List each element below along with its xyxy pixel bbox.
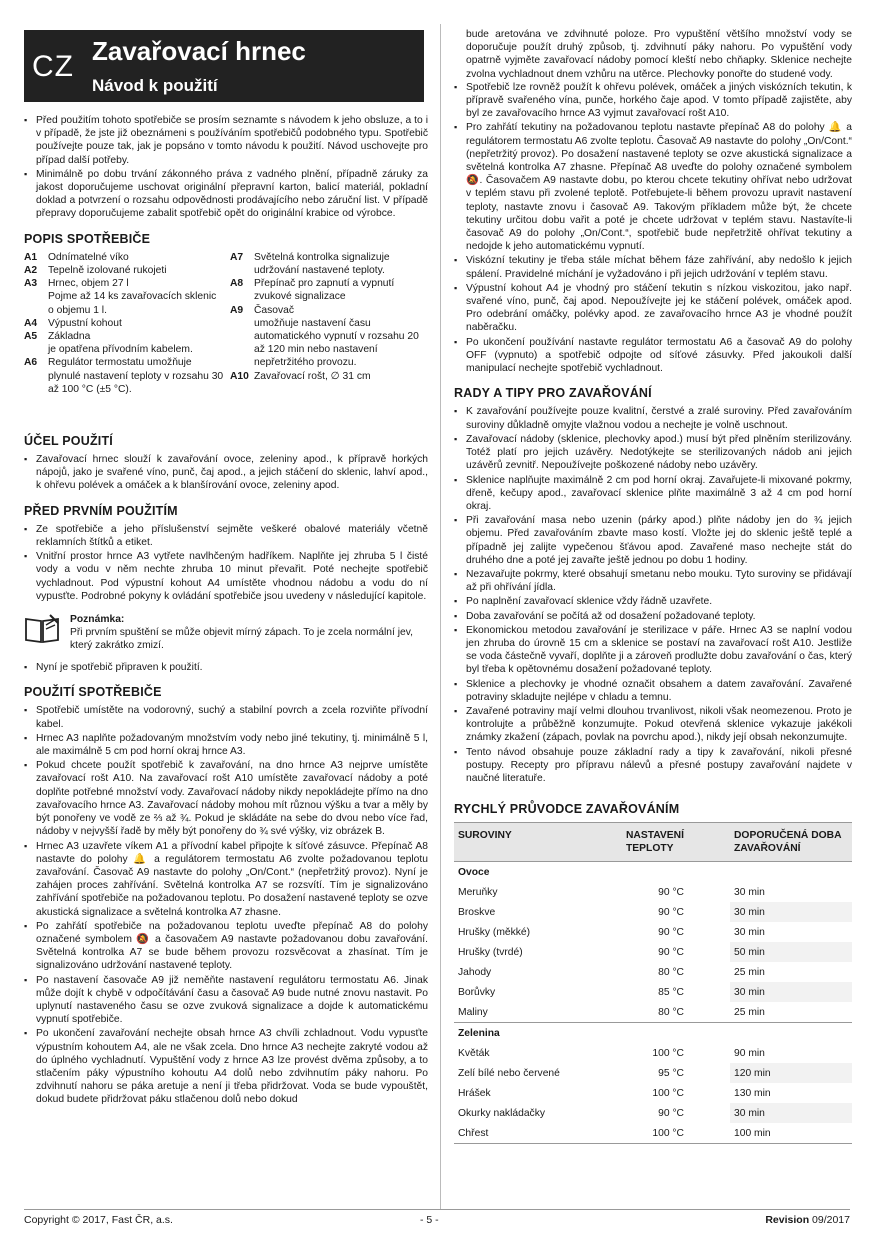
document-header: [24, 30, 424, 102]
parts-heading: POPIS SPOTŘEBIČE: [24, 231, 151, 246]
quick-guide-body: [454, 862, 852, 1144]
temperature-cell: 85 °C: [658, 986, 684, 998]
part-text: Časovač umožňuje nastavení času automatického vypnutí v rozsahu 20 až 120 min nebo nastavení nepřetržitého provozu.: [254, 304, 419, 369]
tips-item: ▪ Nezavařujte pokrmy, které obsahují smetanu nebo mouku. Tyto suroviny se přidávají až při ohřívání jídla.: [454, 568, 852, 594]
part-code: A9: [230, 304, 244, 316]
col-temp-header: NASTAVENÍ TEPLOTY: [622, 823, 730, 862]
revision-label: Revision: [765, 1214, 810, 1226]
time-cell: 25 min: [734, 966, 765, 978]
temperature-cell: 80 °C: [658, 966, 684, 978]
part-code: A8: [230, 278, 244, 290]
revision-date: 09/2017: [812, 1214, 850, 1226]
part-text: Výpustní kohout: [48, 317, 122, 329]
note-text: Při prvním spuštění se může objevit mírný zápach. To je zcela normální jev, který zakrátko zmizí.: [70, 627, 413, 652]
col-ingredients-header: SUROVINY: [454, 823, 622, 862]
temperature-cell: 95 °C: [658, 1067, 684, 1079]
usage-item: ▪ Hrnec A3 uzavřete víkem A1 a přívodní kabel připojte k síťové zásuvce. Přepínač A8 nastavte do polohy 🔔 a regulátorem termostatu A6 zvolte požadovanou teplotu zavařování. Časovač A9 nastavte do polohy „On/Cont.“ (nepřetržitý provoz). Nyní je zahájen proces zahřívání. Světelná kontrolka A7 se rozsvítí. Tím je signalizováno zahřívání spotřebiče na požadovanou teplotu. Po dosažení nastavené teploty se ozve akustická signalizace a světelná kontrolka A7 zhasne.: [24, 840, 428, 919]
purpose-heading: ÚČEL POUŽITÍ: [24, 433, 113, 448]
time-cell: 120 min: [730, 1063, 852, 1083]
usage-continuation: bude aretována ve zdvihnuté poloze. Pro vypuštění většího množství vody se doporučuje použít druhý způsob, tj. zdvihnutí páky nahoru. Po vypuštění vody opatrně vyjměte zavařovací nádoby pomocí kleští nebo chňapky. Sklenice nechejte zvolna vychladnout dnem vzhůru na utěrce. Plechovky ponořte do studené vody.: [466, 29, 852, 80]
first-use-list: [24, 523, 428, 603]
part-text: Hrnec, objem 27 l Pojme až 14 ks zavařovacích sklenic o objemu 1 l.: [48, 278, 217, 316]
intro-item: ▪ Minimálně po dobu trvání zákonného práva z vadného plnění, případně záruky za jakost doporučujeme uschovat originální přepravní karton, balicí materiál, pokladní doklad a potvrzení o rozsahu odpovědnosti prodávajícího nebo záruční list. V případě přepravy doporučujeme zabalit spotřebič opět do originální krabice od výrobce.: [24, 168, 428, 221]
time-cell: 90 min: [734, 1047, 765, 1059]
usage-cont-list: [454, 81, 852, 375]
table-row: [454, 1063, 852, 1083]
purpose-list: [24, 453, 428, 493]
part-item: [24, 251, 224, 264]
part-code: A6: [24, 357, 38, 369]
part-text: Tepelně izolované rukojeti: [48, 265, 167, 277]
footer-page-number: - 5 -: [420, 1214, 439, 1226]
part-code: A3: [24, 278, 38, 290]
part-text: Světelná kontrolka signalizuje udržování nastavené teploty.: [254, 251, 390, 277]
usage-item: ▪ Spotřebič umístěte na vodorovný, suchý a stabilní povrch a zcela rozviňte přívodní kabel.: [24, 704, 428, 730]
part-code: A5: [24, 331, 38, 343]
part-item: [24, 356, 224, 396]
left-column: [24, 114, 428, 1108]
table-row: [454, 982, 852, 1002]
time-cell: 130 min: [734, 1087, 771, 1099]
time-cell: 100 min: [730, 1123, 852, 1144]
part-code: A2: [24, 265, 38, 277]
part-item: [24, 264, 224, 277]
first-use-heading: PŘED PRVNÍM POUŽITÍM: [24, 503, 178, 518]
open-book-icon: [24, 613, 60, 643]
usage-list: [24, 704, 428, 1106]
footer-copyright: Copyright © 2017, Fast ČR, a.s.: [24, 1214, 173, 1226]
part-item: [230, 277, 420, 303]
ingredient-cell: Hrušky (měkké): [458, 926, 531, 938]
table-row: [454, 962, 852, 982]
usage-item: ▪ Po zahřátí spotřebiče na požadovanou teplotu uveďte přepínač A8 do polohy označené symbolem 🔕 a časovačem A9 nastavte požadovanou dobu zavařování. Světelná kontrolka A7 se bude během provozu rozsvěcovat a zhasínat. Tím je signalizováno udržování nastavené teploty.: [24, 920, 428, 973]
category-name: Zelenina: [454, 1023, 852, 1044]
temperature-cell: 100 °C: [652, 1087, 684, 1099]
right-column: [454, 28, 852, 1144]
tips-item: ▪ Tento návod obsahuje pouze základní rady a tipy k zavařování, nikoli přesné postupy. Recepty pro přípravu nálevů a přesné postupy zavařování najdete v naučné literatuře.: [454, 746, 852, 786]
first-use-item: ▪ Ze spotřebiče a jeho příslušenství sejměte veškeré obalové materiály včetně reklamních štítků a etiket.: [24, 523, 428, 549]
time-cell: 50 min: [730, 942, 852, 962]
first-use-item: ▪ Vnitřní prostor hrnce A3 vytřete navlhčeným hadříkem. Naplňte jej zhruba 5 l čisté vody a vodu v něm nechte zhruba 10 minut převařit. Poté nechejte spotřebič vychladnout. Pod výpustní kohout A4 umístěte vhodnou nádobu a vodu do ní vypusťte. Podrobné pokyny k ovládání spotřebiče jsou uvedeny v následující kapitole.: [24, 550, 428, 603]
part-item: [24, 317, 224, 330]
part-code: A4: [24, 317, 38, 329]
parts-list: [24, 251, 428, 423]
part-code: A10: [230, 370, 249, 382]
language-code: CZ: [32, 50, 74, 83]
usage-cont-item: ▪ Viskózní tekutiny je třeba stále míchat během fáze zahřívání, aby nedošlo k jejich spálení. Pravidelné míchání je vyžadováno i při jejich udržování v teplém stavu.: [454, 254, 852, 280]
table-row: [454, 1103, 852, 1123]
parts-column-1: [24, 251, 224, 396]
table-row: [454, 1002, 852, 1023]
part-text: Regulátor termostatu umožňuje plynulé nastavení teploty v rozsahu 30 až 100 °C (±5 °C).: [48, 357, 224, 395]
part-item: [24, 330, 224, 356]
usage-item: ▪ Pokud chcete použít spotřebič k zavařování, na dno hrnce A3 nejprve umístěte zavařovací rošt A10. Na zavařovací rošt A10 umístěte zavařovací nádoby a poté doplňte potřebné množství vody. Zavařovací nádoby nikdy nepokládejte přímo na dno zavařovacího hrnce A3. Zavařovací nádoby mohou mít různou výšku a tvar a měly by být ponořeny ve vodě ze ⅔ až ¾. Pokud je skládáte na sebe do dvou nebo více řad, nádoby v nejvyšší řadě by měly být ponořeny do ¾ své výšky, viz obrázek B.: [24, 759, 428, 838]
time-cell: 30 min: [734, 886, 765, 898]
tips-item: ▪ Sklenice naplňujte maximálně 2 cm pod horní okraj. Zavařujete-li mixované pokrmy, dřeně, kečupy apod., zavařovací sklenice plňte maximálně 3 až 4 cm pod horní okraj.: [454, 474, 852, 514]
ingredient-cell: Meruňky: [458, 886, 498, 898]
usage-cont-item: ▪ Výpustní kohout A4 je vhodný pro stáčení tekutin s nízkou viskozitou, jako např. svařené víno, punč, čaj apod. Nepoužívejte jej ke stáčení polévek, omáček apod. Pro odebrání omáčky, polévky apod. ze zavařovacího hrnce A3 je vhodné použít naběračku.: [454, 282, 852, 335]
tips-item: ▪ Při zavařování masa nebo uzenin (párky apod.) plňte nádoby jen do ¾ jejich objemu. Před zavařováním zbavte maso kostí. Vložte jej do sklenic ještě teplé a případně jej zalijte vypečenou šťávou apod. Zavařené maso nechejte stát do druhého dne a poté jej zavařte ještě jednou po dobu 1 hodiny.: [454, 514, 852, 567]
ingredient-cell: Zelí bílé nebo červené: [458, 1067, 560, 1079]
usage-heading: POUŽITÍ SPOTŘEBIČE: [24, 685, 162, 700]
part-code: A1: [24, 251, 38, 263]
part-code: A7: [230, 251, 244, 263]
category-row: [454, 1023, 852, 1044]
ready-list: [24, 661, 428, 674]
tips-item: ▪ Ekonomickou metodou zavařování je sterilizace v páře. Hrnec A3 se naplní vodou jen zhruba do úrovně 15 cm a sklenice se postaví na zavařovací rošt A10. Jestliže se voda částečně vyvaří, doplňte ji a zároveň prodlužte dobu zavařování o čas, který byl třeba k opětovnému dosažení požadované teploty.: [454, 624, 852, 677]
temperature-cell: 90 °C: [658, 906, 684, 918]
temperature-cell: 90 °C: [658, 886, 684, 898]
table-row: [454, 902, 852, 922]
part-item: [24, 277, 224, 317]
ingredient-cell: Květák: [458, 1047, 490, 1059]
table-row: [454, 1043, 852, 1063]
ingredient-cell: Hrášek: [458, 1087, 491, 1099]
part-text: Odnímatelné víko: [48, 251, 129, 263]
ingredient-cell: Chřest: [454, 1123, 622, 1144]
tips-item: ▪ Doba zavařování se počítá až od dosažení požadované teploty.: [454, 610, 852, 623]
tips-list: [454, 405, 852, 785]
purpose-item: ▪ Zavařovací hrnec slouží k zavařování ovoce, zeleniny apod., k přípravě horkých nápojů, jako je svařené víno, punč, čaj apod., a jejich stáčení do sklenic, lahví apod., k ohřevu polévek a omáček a k blanšírování ovoce, zeleniny apod.: [24, 453, 428, 493]
footer-revision: [765, 1214, 850, 1226]
table-row: [454, 922, 852, 942]
time-cell: 30 min: [734, 926, 765, 938]
table-row: [454, 1083, 852, 1103]
time-cell: 30 min: [730, 902, 852, 922]
temperature-cell: 80 °C: [658, 1006, 684, 1018]
col-time-header: DOPORUČENÁ DOBA ZAVAŘOVÁNÍ: [730, 823, 852, 862]
usage-cont-item: ▪ Po ukončení používání nastavte regulátor termostatu A6 a časovač A9 do polohy OFF (vypnuto) a spotřebič odpojte od síťové zásuvky. Před jakoukoli další manipulací nechejte spotřebič vychladnout.: [454, 336, 852, 376]
document-subtitle: Návod k použití: [92, 76, 218, 95]
part-text: Základna je opatřena přívodním kabelem.: [48, 331, 193, 356]
column-divider: [440, 24, 441, 1209]
temperature-cell: 90 °C: [658, 926, 684, 938]
part-text: Zavařovací rošt, ∅ 31 cm: [254, 370, 371, 382]
tips-item: ▪ Po naplnění zavařovací sklenice vždy řádně uzavřete.: [454, 595, 852, 608]
tips-item: ▪ Zavařovací nádoby (sklenice, plechovky apod.) musí být před plněním sterilizovány. Totéž platí pro jejich uzávěry. Nedotýkejte se sterilizovaných nádob ani jejich uzávěrů zevnitř. Nepoužívejte poškozené nádoby nebo uzávěry.: [454, 433, 852, 473]
category-row: [454, 862, 852, 883]
ingredient-cell: Maliny: [458, 1006, 488, 1018]
note-title: Poznámka:: [70, 614, 125, 626]
usage-item: ▪ Po nastavení časovače A9 již neměňte nastavení regulátoru termostatu A6. Jinak může dojít k chybě v odpočítávání času a časovač A9 bude nutné znovu nastavit. Po uplynutí nastaveného času se ozve zvuková signalizace a dojde k automatickému vypnutí spotřebiče.: [24, 974, 428, 1027]
table-row: [454, 942, 852, 962]
ingredient-cell: Broskve: [458, 906, 496, 918]
tips-item: ▪ Zavařené potraviny mají velmi dlouhou trvanlivost, nikoli však neomezenou. Proto je kontrolujte a průběžně konzumujte. Pokud otevřená sklenice vykazuje jakékoli známky zkažení (zápach, povlak na povrchu apod.), nikdy její obsah nekonzumujte.: [454, 705, 852, 745]
quick-guide-table: [454, 822, 852, 1144]
part-item: [230, 251, 420, 277]
ingredient-cell: Borůvky: [458, 986, 496, 998]
ready-item: ▪ Nyní je spotřebič připraven k použití.: [24, 661, 428, 674]
time-cell: 30 min: [730, 982, 852, 1002]
usage-item: ▪ Po ukončení zavařování nechejte obsah hrnce A3 chvíli zchladnout. Vodu vypusťte výpustním kohoutem A4, ale ne však zcela. Dno hrnce A3 nechejte zakryté vodou až do úplného vychladnutí. Vypuštění vody z hrnce A3 lze provést dvěma způsoby, a to stlačením páky výpustního kohoutu A4 dolů nebo zdvihnutím páky nahoru. Po zdvihnutí nahoru se páka aretuje a není ji třeba přidržovat. Voda se bude vypouštět, dokud budete přidržovat páku stlačenou dolů nebo dokud: [24, 1027, 428, 1106]
temperature-cell: 90 °C: [658, 1107, 684, 1119]
table-row: [454, 1123, 852, 1144]
quick-guide-heading: RYCHLÝ PRŮVODCE ZAVAŘOVÁNÍM: [454, 802, 680, 817]
part-item: [230, 370, 420, 383]
ingredient-cell: Jahody: [458, 966, 492, 978]
document-title: Zavařovací hrnec: [92, 36, 306, 66]
part-item: [230, 304, 420, 370]
tips-item: ▪ Sklenice a plechovky je vhodné označit obsahem a datem zavařování. Zavařené potraviny skladujte nejlépe v chladu a temnu.: [454, 678, 852, 704]
note-box: [24, 613, 428, 653]
tips-item: ▪ K zavařování používejte pouze kvalitní, čerstvé a zralé suroviny. Před zavařováním suroviny důkladně omyjte vlažnou vodou a nechejte je volně uschnout.: [454, 405, 852, 431]
temperature-cell: 100 °C: [652, 1047, 684, 1059]
table-row: [454, 882, 852, 902]
tips-heading: RADY A TIPY PRO ZAVAŘOVÁNÍ: [454, 386, 652, 401]
usage-cont-item: ▪ Spotřebič lze rovněž použít k ohřevu polévek, omáček a jiných viskózních tekutin, k přípravě svařeného vína, punče, horkého čaje apod. V tomto případě zajistěte, aby byl ze zavařovacího hrnce A3 vyjmut zavařovací rošt A10.: [454, 81, 852, 121]
part-text: Přepínač pro zapnutí a vypnutí zvukové signalizace: [254, 278, 395, 303]
footer-rule: [24, 1209, 850, 1210]
usage-cont-item: ▪ Pro zahřátí tekutiny na požadovanou teplotu nastavte přepínač A8 do polohy 🔔 a regulátorem termostatu A6 zvolte teplotu. Časovač A9 nastavte do polohy „On/Cont.“ (nepřetržitý provoz). Po dosažení nastavené teploty se ozve akustická signalizace a světelná kontrolka A7 zhasne. Přepínač A8 uveďte do polohy označené symbolem 🔕. Časovačem A9 nastavte dobu, po kterou chcete tekutiny ohřívat nebo udržovat v teplém stavu při zvolené teplotě. Potřebujete-li během provozu upravit nastavení teploty, nastavte znovu i časovač A9. Takovým příkladem může být, že chcete tekutiny určitou dobu vařit a poté je chcete udržovat v teplém stavu. Nastavíte-li časovač A9 do polohy „On/Cont.“, spotřebič bude nepřetržitě ohřívat tekutiny a nedojde k jeho automatickému vypnutí.: [454, 121, 852, 253]
category-name: Ovoce: [454, 862, 852, 883]
usage-item: ▪ Hrnec A3 naplňte požadovaným množstvím vody nebo jiné tekutiny, tj. minimálně 5 l, ale maximálně 5 cm pod horní okraj hrnce A3.: [24, 732, 428, 758]
table-header-row: [454, 823, 852, 862]
ingredient-cell: Okurky nakládačky: [458, 1107, 545, 1119]
intro-list: [24, 114, 428, 221]
time-cell: 30 min: [730, 1103, 852, 1123]
ingredient-cell: Hrušky (tvrdé): [458, 946, 523, 958]
temperature-cell: 100 °C: [622, 1123, 730, 1144]
intro-item: ▪ Před použitím tohoto spotřebiče se prosím seznamte s návodem k jeho obsluze, a to i v případě, že jste již obeznámeni s používáním spotřebičů podobného typu. Spotřebič používejte pouze tak, jak je popsáno v tomto návodu k použití. Návod uschovejte pro případ další potřeby.: [24, 114, 428, 167]
time-cell: 25 min: [734, 1006, 765, 1018]
parts-column-2: [230, 251, 420, 383]
temperature-cell: 90 °C: [658, 946, 684, 958]
